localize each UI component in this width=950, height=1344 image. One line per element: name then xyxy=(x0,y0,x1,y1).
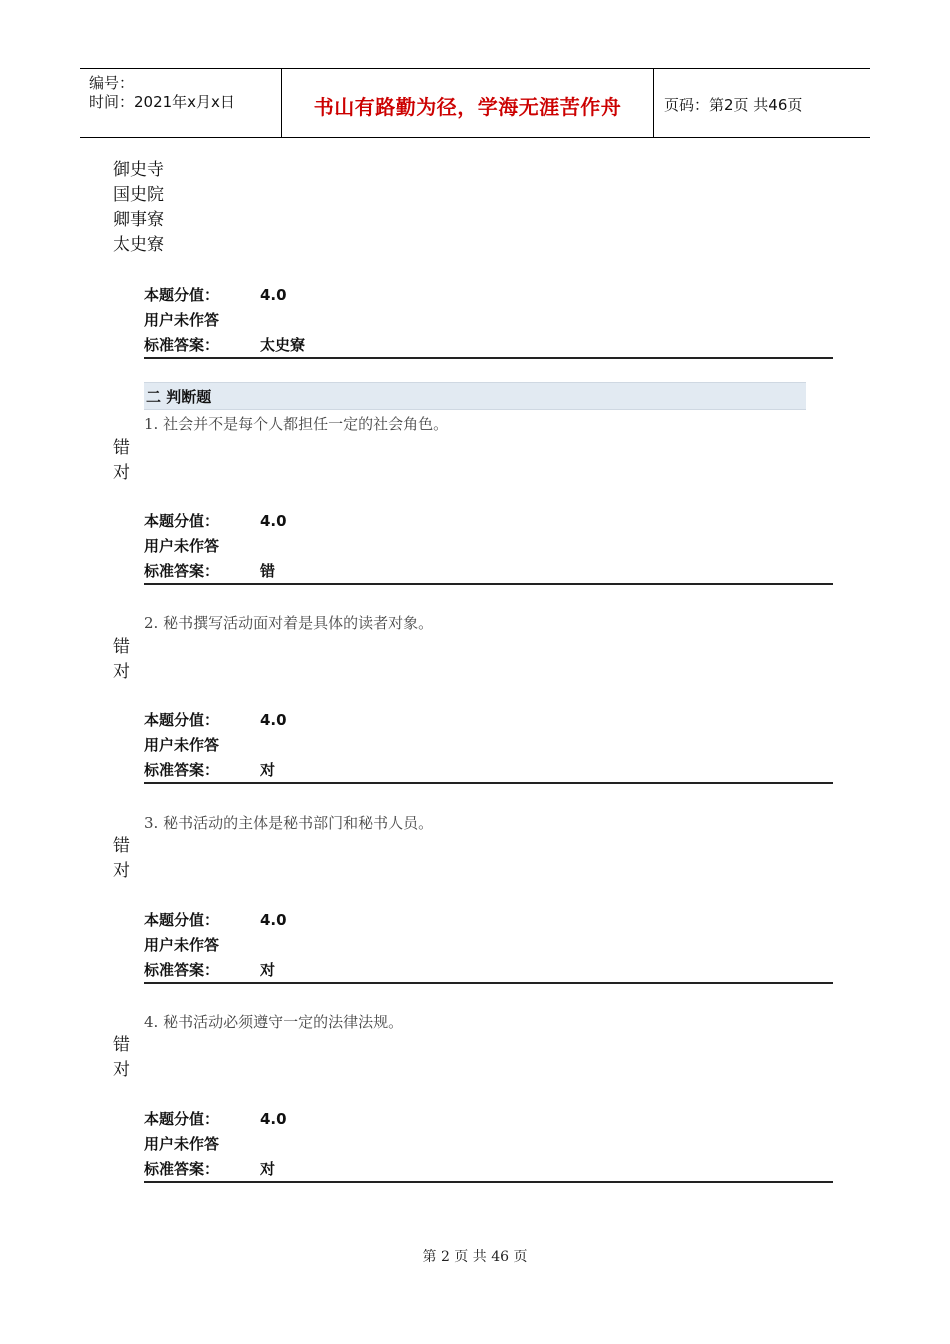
option-item[interactable]: 御史寺 xyxy=(113,160,164,180)
option-right[interactable]: 对 xyxy=(113,1060,130,1080)
header-page-info: 页码：第2页 共46页 xyxy=(664,96,803,114)
header-left-cell xyxy=(80,69,282,137)
answer-label: 标准答案： xyxy=(144,562,220,580)
answer-value: 太史寮 xyxy=(260,336,306,354)
prev-question-options xyxy=(113,158,164,258)
answer-label: 标准答案： xyxy=(144,961,220,979)
option-wrong[interactable]: 错 xyxy=(113,438,130,458)
question-options xyxy=(113,1033,130,1083)
date-label: 时间：2021年x月x日 xyxy=(89,93,235,111)
answer-status: 用户未作答 xyxy=(144,736,220,754)
question-info xyxy=(144,908,833,983)
answer-value: 对 xyxy=(260,1160,276,1178)
section-title: 二 判断题 xyxy=(146,388,212,406)
option-wrong[interactable]: 错 xyxy=(113,836,130,856)
option-wrong[interactable]: 错 xyxy=(113,1035,130,1055)
question-info xyxy=(144,708,833,783)
page-header xyxy=(80,68,870,138)
option-item[interactable]: 卿事寮 xyxy=(113,210,164,230)
question-info xyxy=(144,1107,833,1182)
question-options xyxy=(113,436,130,486)
option-wrong[interactable]: 错 xyxy=(113,637,130,657)
answer-status: 用户未作答 xyxy=(144,311,220,329)
divider xyxy=(144,982,833,984)
score-label: 本题分值： xyxy=(144,1110,220,1128)
question-info xyxy=(144,509,833,584)
option-right[interactable]: 对 xyxy=(113,861,130,881)
answer-label: 标准答案： xyxy=(144,336,220,354)
question-options xyxy=(113,635,130,685)
divider xyxy=(144,583,833,585)
answer-label: 标准答案： xyxy=(144,1160,220,1178)
answer-status: 用户未作答 xyxy=(144,1135,220,1153)
header-center-cell xyxy=(282,69,654,137)
prev-question-info xyxy=(144,283,833,358)
option-right[interactable]: 对 xyxy=(113,463,130,483)
answer-label: 标准答案： xyxy=(144,761,220,779)
header-motto: 书山有路勤为径，学海无涯苦作舟 xyxy=(313,95,622,119)
score-value: 4.0 xyxy=(260,911,287,929)
question-options xyxy=(113,834,130,884)
answer-value: 对 xyxy=(260,761,276,779)
score-label: 本题分值： xyxy=(144,286,220,304)
option-right[interactable]: 对 xyxy=(113,662,130,682)
score-label: 本题分值： xyxy=(144,911,220,929)
score-value: 4.0 xyxy=(260,1110,287,1128)
score-value: 4.0 xyxy=(260,286,287,304)
score-value: 4.0 xyxy=(260,512,287,530)
option-item[interactable]: 国史院 xyxy=(113,185,164,205)
answer-value: 对 xyxy=(260,961,276,979)
answer-status: 用户未作答 xyxy=(144,537,220,555)
question-text: 3. 秘书活动的主体是秘书部门和秘书人员。 xyxy=(144,814,434,832)
score-label: 本题分值： xyxy=(144,512,220,530)
divider xyxy=(144,782,833,784)
score-label: 本题分值： xyxy=(144,711,220,729)
page-footer: 第 2 页 共 46 页 xyxy=(422,1249,528,1265)
answer-status: 用户未作答 xyxy=(144,936,220,954)
option-item[interactable]: 太史寮 xyxy=(113,235,164,255)
header-right-cell xyxy=(654,69,870,137)
question-text: 2. 秘书撰写活动面对着是具体的读者对象。 xyxy=(144,614,434,632)
question-text: 1. 社会并不是每个人都担任一定的社会角色。 xyxy=(144,415,449,433)
serial-label: 编号： xyxy=(89,74,135,92)
score-value: 4.0 xyxy=(260,711,287,729)
divider xyxy=(144,357,833,359)
divider xyxy=(144,1181,833,1183)
section-header xyxy=(144,382,806,410)
answer-value: 错 xyxy=(260,562,276,580)
question-text: 4. 秘书活动必须遵守一定的法律法规。 xyxy=(144,1013,404,1031)
